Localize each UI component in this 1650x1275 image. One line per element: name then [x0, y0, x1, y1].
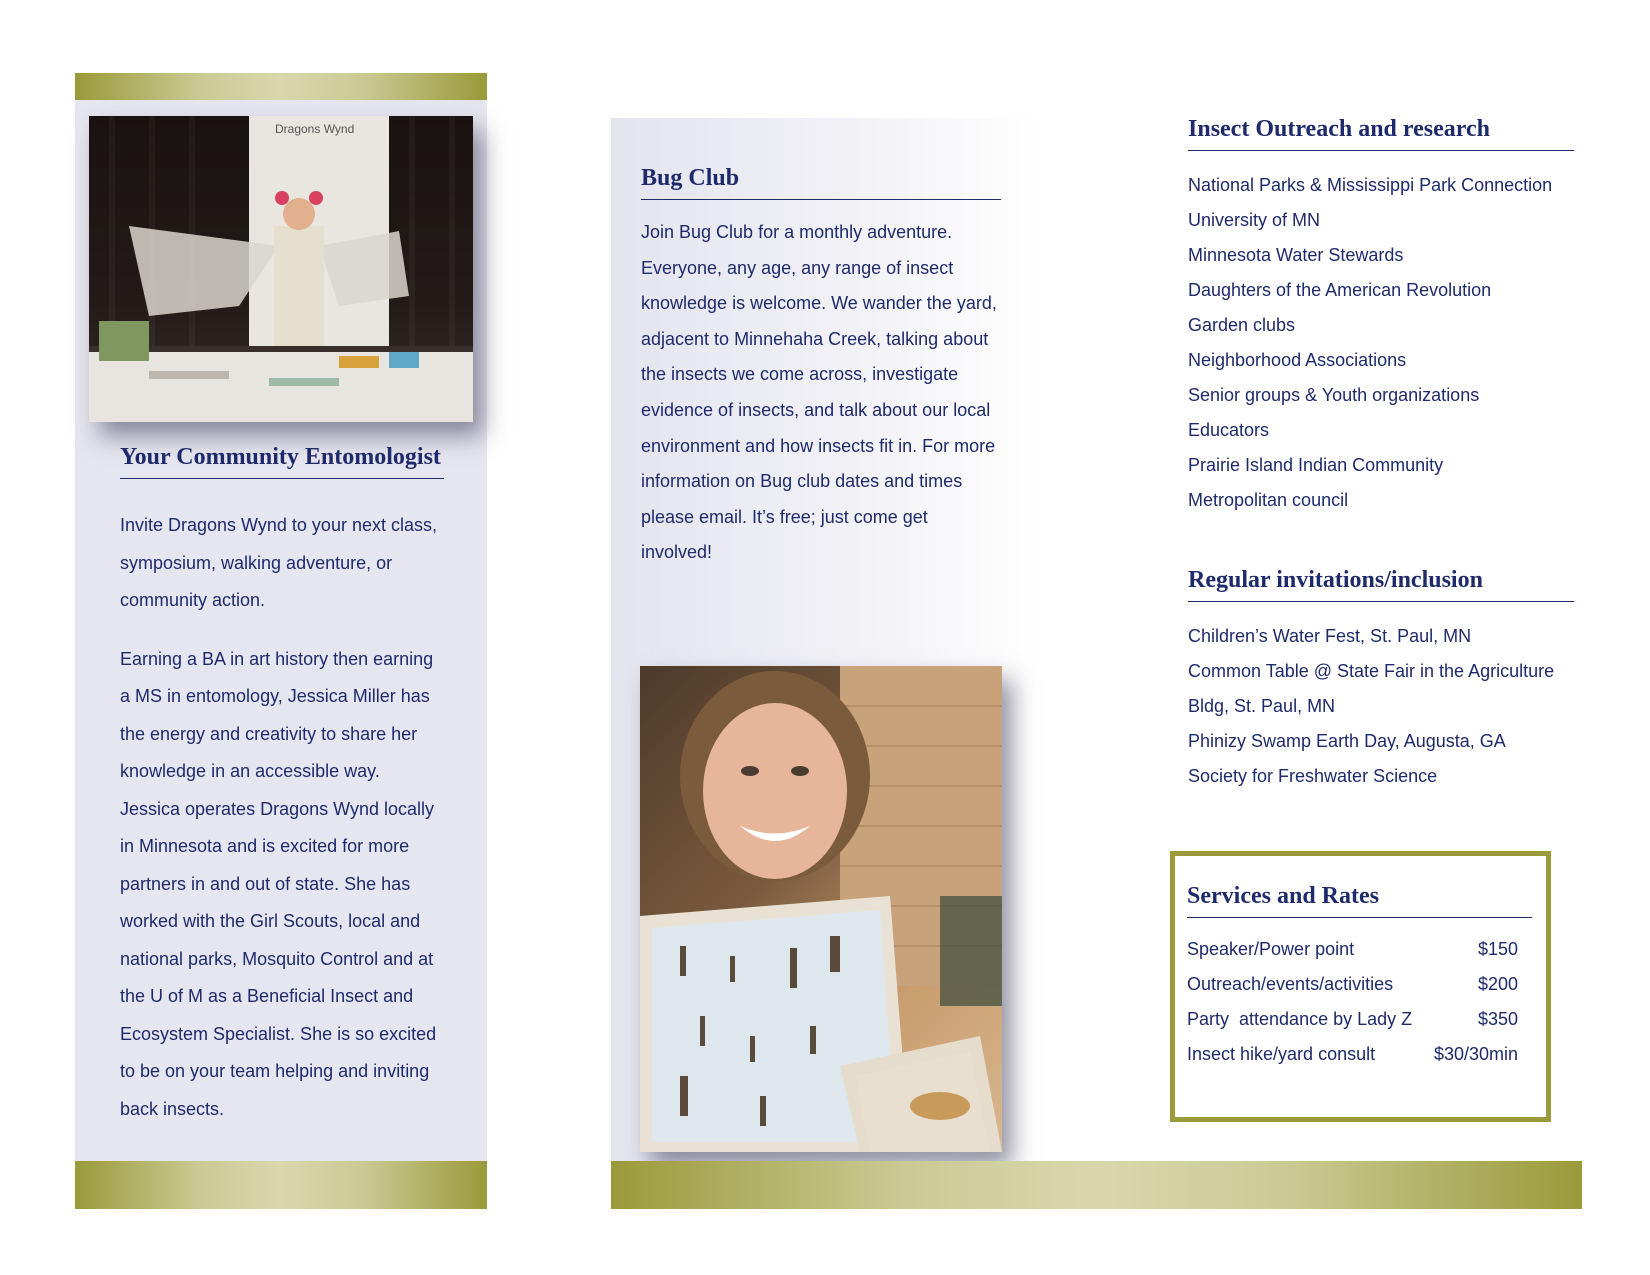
service-price: $350	[1477, 1009, 1518, 1029]
service-price: $200	[1477, 974, 1518, 994]
table-row	[1187, 1037, 1518, 1072]
list-item: Senior groups & Youth organizations	[1188, 385, 1480, 405]
list-item: University of MN	[1188, 210, 1321, 230]
table-row	[1187, 932, 1518, 967]
entomologist-costume-photo	[89, 116, 473, 422]
outreach-list	[1188, 168, 1574, 518]
list-item: Educators	[1188, 420, 1270, 440]
list-item: National Parks & Mississippi Park Connection	[1188, 175, 1553, 195]
service-price: $150	[1477, 939, 1518, 959]
table-row	[1187, 967, 1518, 1002]
list-item: Bldg, St. Paul, MN	[1188, 696, 1336, 716]
rates-table	[1187, 932, 1532, 1072]
list-item: Society for Freshwater Science	[1188, 766, 1438, 786]
list-item: Daughters of the American Revolution	[1188, 280, 1492, 300]
list-item: Garden clubs	[1188, 315, 1296, 335]
left-bottom-bar	[75, 1161, 487, 1209]
table-row	[1187, 1002, 1518, 1037]
services-rates-heading: Services and Rates	[1187, 882, 1532, 918]
list-item: Neighborhood Associations	[1188, 350, 1407, 370]
community-entomologist-section	[120, 443, 444, 1128]
service-name: Outreach/events/activities	[1187, 974, 1394, 994]
list-item: Children’s Water Fest, St. Paul, MN	[1188, 626, 1472, 646]
list-item: Phinizy Swamp Earth Day, Augusta, GA	[1188, 731, 1506, 751]
bottom-bar	[611, 1161, 1582, 1209]
bio-paragraph: Earning a BA in art history then earning a MS in entomology, Jessica Miller has the energy and creativity to share her knowledge in an accessible way. Jessica operates Dragons Wynd locally in Minnesota and is excited for more partners in and out of state. She has worked with the Girl Scouts, local and national parks, Mosquito Control and at the U of M as a Beneficial Insect and Ecosystem Specialist. She is so excited to be on your team helping and inviting back insects.	[120, 648, 437, 1119]
left-top-bar	[75, 73, 487, 103]
list-item: Prairie Island Indian Community	[1188, 455, 1444, 475]
service-price: $30/30min	[1433, 1044, 1518, 1064]
outreach-heading: Insect Outreach and research	[1188, 115, 1574, 151]
invitations-list	[1188, 619, 1574, 794]
service-name: Speaker/Power point	[1187, 939, 1355, 959]
invitations-heading: Regular invitations/inclusion	[1188, 566, 1574, 602]
entomologist-portrait-photo	[640, 666, 1002, 1152]
banner-label: Dragons Wynd	[275, 122, 355, 136]
service-name: Party attendance by Lady Z	[1187, 1009, 1413, 1029]
invite-paragraph: Invite Dragons Wynd to your next class, symposium, walking adventure, or community action.	[120, 515, 437, 610]
list-item: Minnesota Water Stewards	[1188, 245, 1404, 265]
services-rates-box	[1170, 851, 1551, 1122]
invitations-section	[1188, 566, 1574, 794]
costume-photo-illustration	[89, 116, 473, 422]
bug-club-heading: Bug Club	[641, 164, 1001, 200]
bug-club-paragraph: Join Bug Club for a monthly adventure. Everyone, any age, any range of insect knowledge is welcome. We wander the yard, adjacent to Minnehaha Creek, talking about the insects we come across, investigate evidence of insects, and talk about our local environment and how insects fit in. For more information on Bug club dates and times please email. It’s free; just come get involved!	[641, 222, 997, 563]
list-item: Metropolitan council	[1188, 490, 1349, 510]
bug-club-section	[641, 164, 1001, 571]
page-title: Your Community Entomologist	[120, 443, 444, 479]
outreach-section	[1188, 115, 1574, 518]
service-name: Insect hike/yard consult	[1187, 1044, 1376, 1064]
portrait-photo-illustration	[640, 666, 1002, 1152]
list-item: Common Table @ State Fair in the Agriculture	[1188, 661, 1555, 681]
